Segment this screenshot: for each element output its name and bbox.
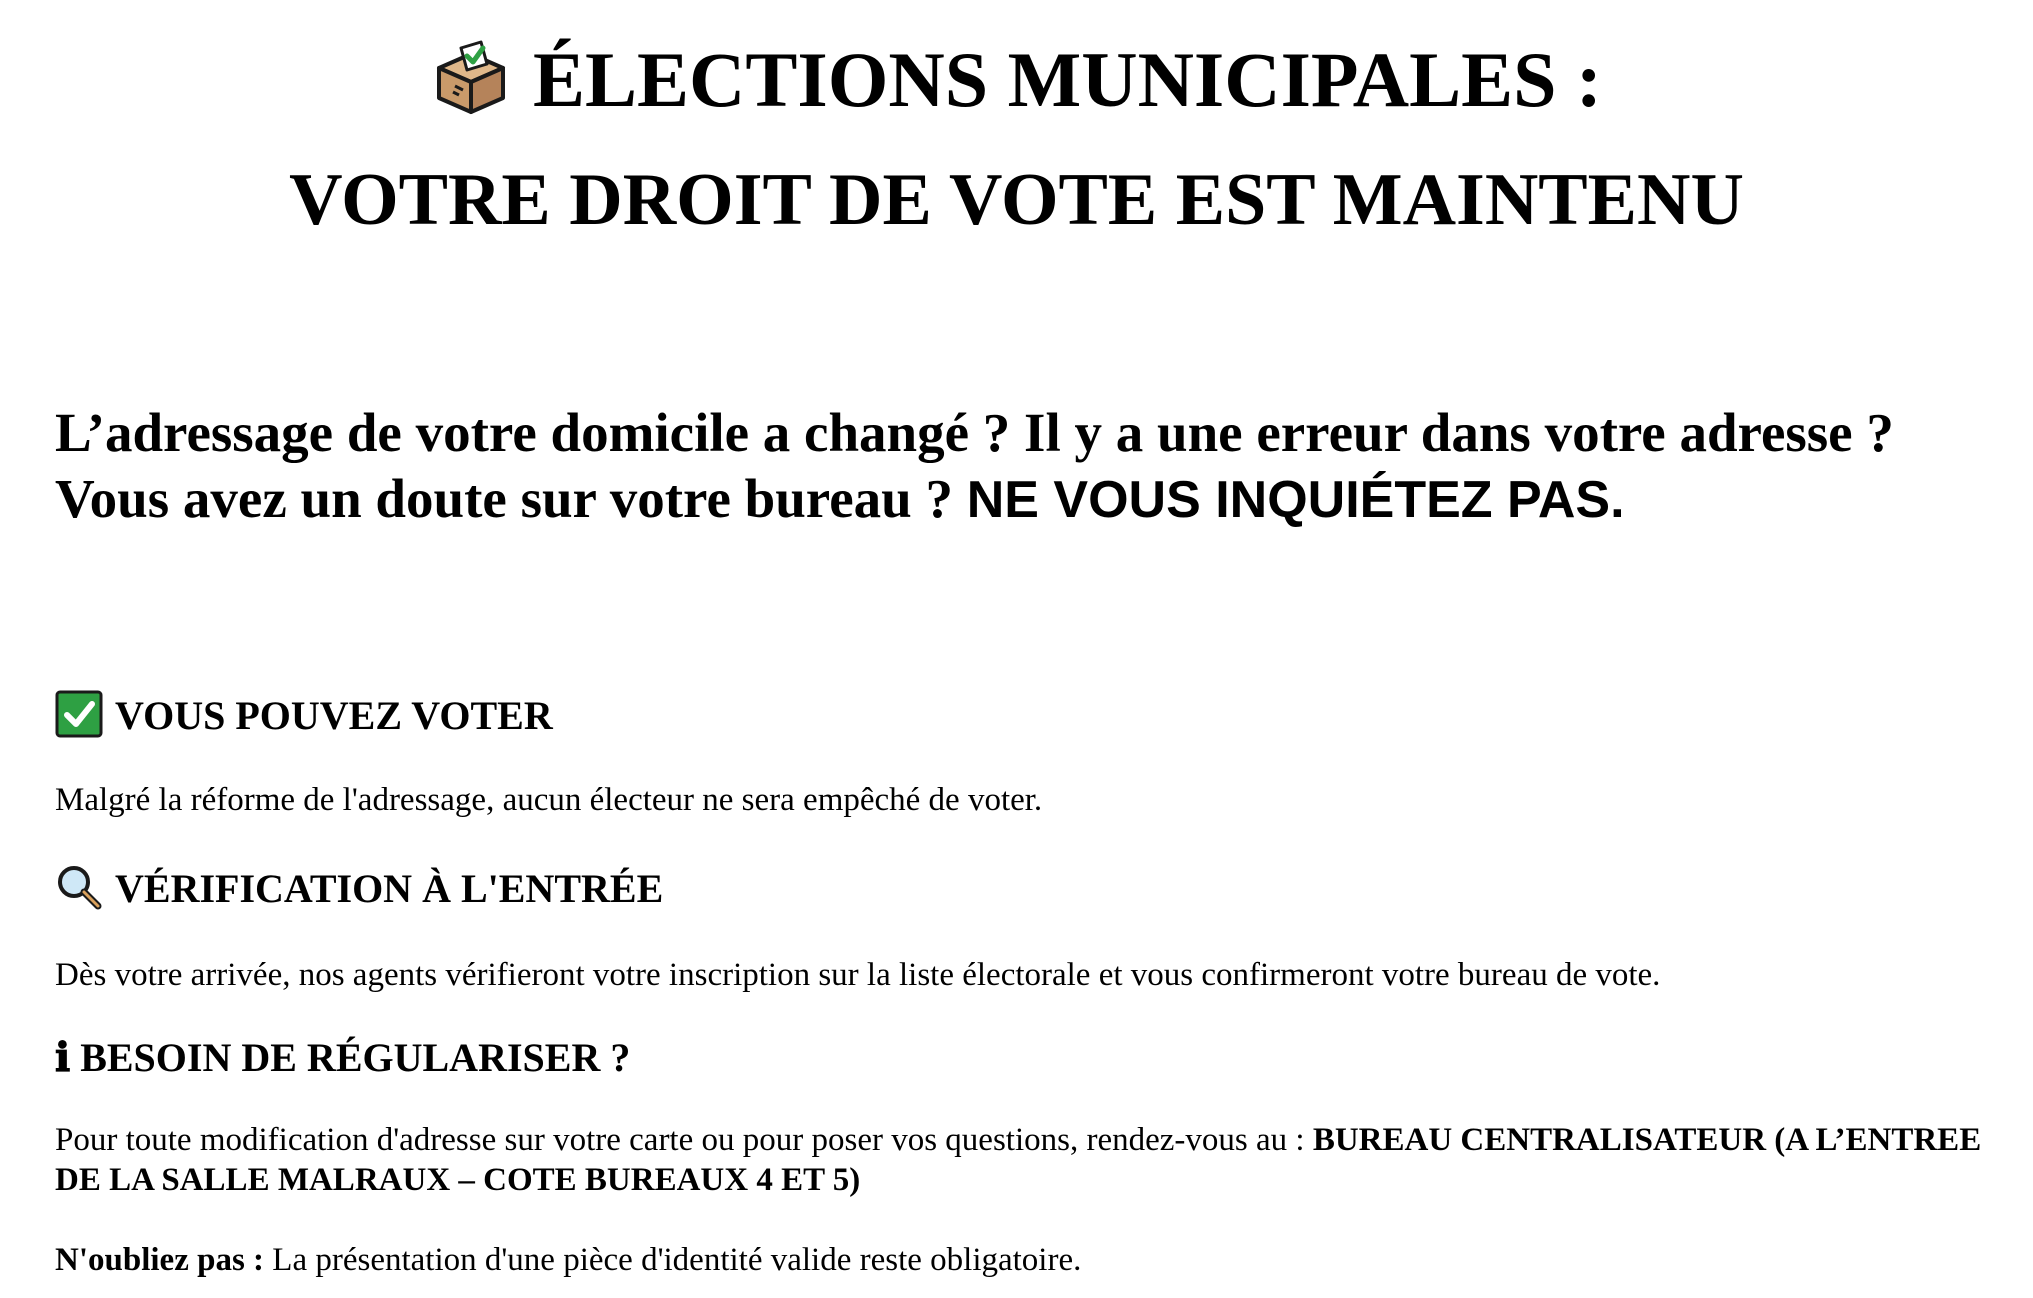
reminder-label: N'oubliez pas :: [55, 1242, 265, 1278]
section-heading-text: VÉRIFICATION À L'ENTRÉE: [115, 866, 664, 911]
check-mark-icon: [55, 690, 103, 738]
magnifying-glass-icon: [55, 863, 103, 911]
id-reminder: [55, 1240, 1995, 1280]
reminder-text: La présentation d'une pièce d'identité valide reste obligatoire.: [272, 1242, 1082, 1278]
page-subtitle: VOTRE DROIT DE VOTE EST MAINTENU: [289, 159, 1744, 241]
ballot-box-icon: [431, 38, 511, 118]
section-heading-can-vote: [55, 688, 553, 744]
section-heading-verification: [55, 861, 663, 917]
section-heading-text: VOUS POUVEZ VOTER: [115, 693, 553, 738]
lead-question-2: Vous avez un doute sur votre bureau ?: [55, 468, 953, 529]
page-title: [0, 30, 2033, 130]
office-location: BUREAU CENTRALISATEUR (A L’ENTREE DE LA SALLE MALRAUX – COTE BUREAUX 4 ET 5): [55, 1122, 1982, 1198]
section-heading-regularize: [55, 1030, 630, 1086]
section-text-regularize: [55, 1120, 1995, 1200]
lead-question-1: L’adressage de votre domicile a changé ? Il y a une erreur dans votre adresse ?: [55, 402, 1894, 463]
section-text-can-vote: Malgré la réforme de l'adressage, aucun électeur ne sera empêché de voter.: [55, 782, 1043, 818]
lead-paragraph: [55, 400, 2015, 533]
regularize-instructions: Pour toute modification d'adresse sur votre carte ou pour poser vos questions, rendez-vous au :: [55, 1122, 1305, 1158]
title-line-1-text: ÉLECTIONS MUNICIPALES :: [532, 36, 1603, 123]
section-text-verification: Dès votre arrivée, nos agents vérifieront votre inscription sur la liste électorale et vous confirmeront votre bureau de vote.: [55, 957, 1661, 993]
lead-reassurance: NE VOUS INQUIÉTEZ PAS.: [966, 471, 1625, 529]
section-heading-text: ℹ BESOIN DE RÉGULARISER ?: [55, 1035, 631, 1080]
